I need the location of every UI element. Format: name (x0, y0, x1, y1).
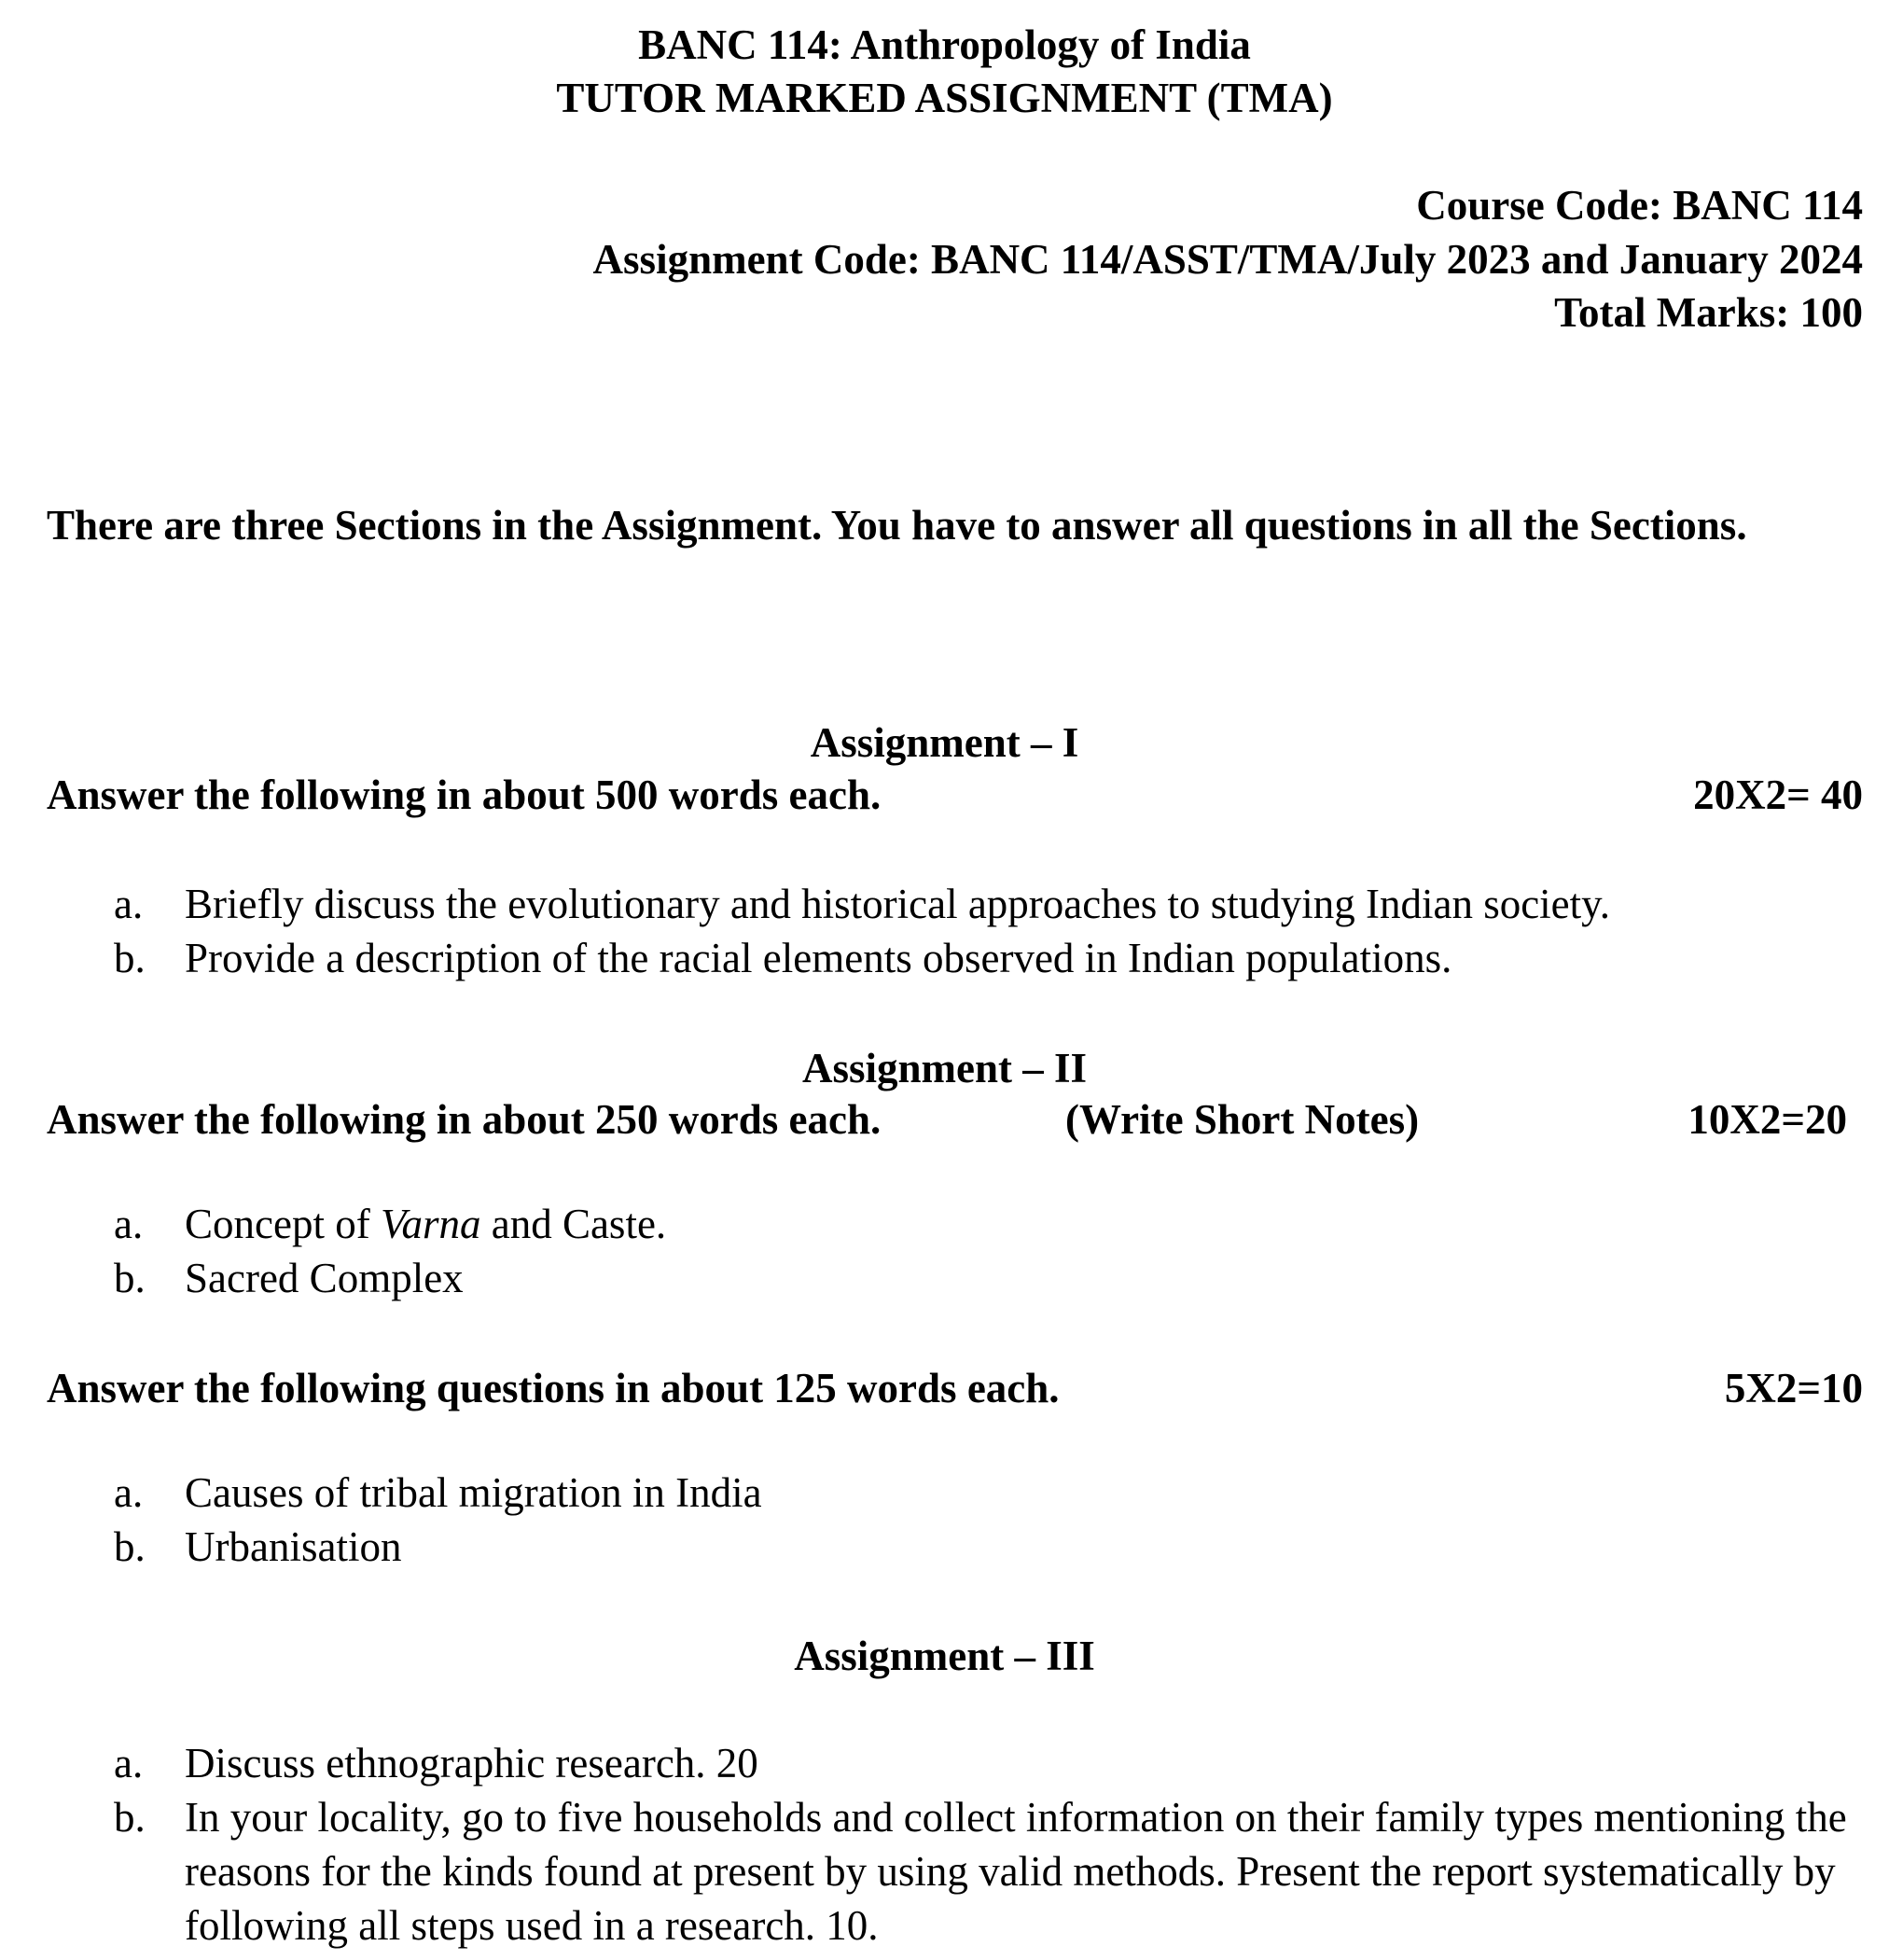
item-marker: b. (114, 1255, 146, 1301)
question-text: Discuss ethnographic research. 20 (185, 1740, 758, 1786)
assignment-2-instruction: Answer the following in about 250 words each. (47, 1096, 882, 1143)
total-marks: Total Marks: 100 (1554, 289, 1863, 336)
item-marker: a. (114, 1201, 144, 1247)
assignment-1-questions (0, 877, 1889, 985)
course-code: Course Code: BANC 114 (1416, 182, 1863, 229)
question-text (185, 1197, 1861, 1251)
question-text-end: and Caste. (480, 1201, 667, 1247)
list-item (0, 1466, 1889, 1520)
question-text: Sacred Complex (185, 1255, 464, 1301)
assignment-1-marks: 20X2= 40 (1693, 771, 1863, 818)
list-item (0, 1520, 1889, 1574)
assignment-3-questions (0, 1736, 1889, 1953)
document-subtitle: TUTOR MARKED ASSIGNMENT (TMA) (556, 75, 1333, 121)
assignment-2-part2-marks: 5X2=10 (1724, 1365, 1863, 1411)
question-text-start: Concept of (185, 1201, 381, 1247)
assignment-2-note: (Write Short Notes) (1065, 1096, 1420, 1143)
list-item (0, 877, 1889, 931)
assignment-1-heading: Assignment – I (810, 719, 1079, 766)
list-item (0, 931, 1889, 985)
assignment-1-instruction: Answer the following in about 500 words each. (47, 771, 882, 818)
list-item (0, 1736, 1889, 1790)
assignment-code: Assignment Code: BANC 114/ASST/TMA/July 2023 and January 2024 (592, 236, 1863, 283)
item-marker: b. (114, 1794, 146, 1841)
question-text: Provide a description of the racial elements observed in Indian populations. (185, 935, 1452, 981)
question-text: Briefly discuss the evolutionary and historical approaches to studying Indian society. (185, 881, 1610, 927)
intro-instructions: There are three Sections in the Assignment. You have to answer all questions in all the Sections. (47, 502, 1747, 549)
list-item (0, 1251, 1889, 1305)
question-text: Causes of tribal migration in India (185, 1469, 762, 1516)
list-item (0, 1197, 1889, 1251)
assignment-2-heading: Assignment – II (801, 1045, 1088, 1091)
item-marker: a. (114, 1740, 144, 1786)
item-marker: a. (114, 881, 144, 927)
question-text-italic: Varna (380, 1201, 481, 1247)
assignment-3-heading: Assignment – III (794, 1633, 1095, 1679)
question-text: Urbanisation (185, 1523, 402, 1570)
item-marker: b. (114, 935, 146, 981)
assignment-2-marks: 10X2=20 (1688, 1096, 1847, 1143)
question-text: In your locality, go to five households and collect information on their family types mentioning the reasons for the kinds found at present by using valid methods. Present the report systematically by following all steps used in a research. 10. (185, 1794, 1847, 1949)
assignment-2-part2-questions (0, 1466, 1889, 1574)
assignment-2-questions (0, 1197, 1889, 1305)
list-item (0, 1790, 1889, 1953)
item-marker: b. (114, 1523, 146, 1570)
assignment-2-part2-instruction: Answer the following questions in about 125 words each. (47, 1365, 1060, 1411)
document-title: BANC 114: Anthropology of India (638, 21, 1251, 68)
item-marker: a. (114, 1469, 144, 1516)
